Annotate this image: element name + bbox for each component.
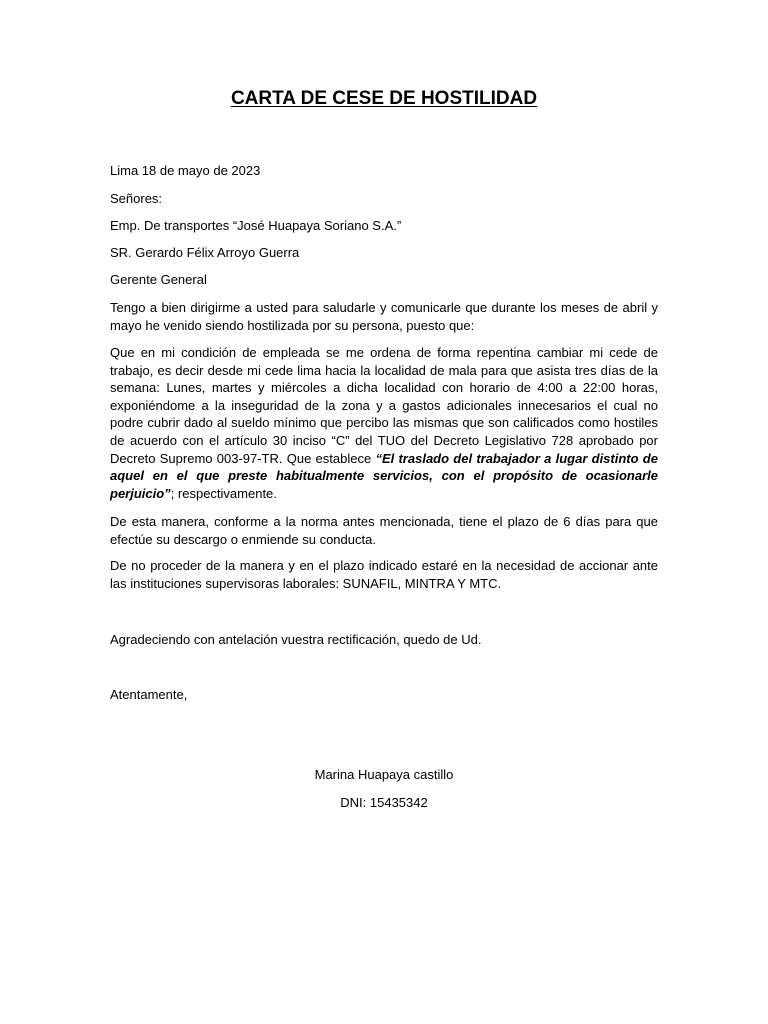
paragraph-grievance xyxy=(110,344,658,502)
recipient-role: Gerente General xyxy=(110,272,207,287)
closing-thanks: Agradeciendo con antelación vuestra rectificación, quedo de Ud. xyxy=(110,632,482,647)
date-line: Lima 18 de mayo de 2023 xyxy=(110,163,261,178)
letter-title: CARTA DE CESE DE HOSTILIDAD xyxy=(230,88,538,109)
closing: Atentamente, xyxy=(110,687,188,702)
paragraph-action xyxy=(110,557,658,592)
paragraph-deadline xyxy=(110,513,658,548)
signer-name: Marina Huapaya castillo xyxy=(314,767,454,782)
paragraph-intro xyxy=(110,299,658,334)
salutation: Señores: xyxy=(110,191,163,206)
paragraph-action-text: De no proceder de la manera y en el plazo indicado estaré en la necesidad de accionar ante las instituciones supervisoras laborales: SUNAFIL, MINTRA Y MTC. xyxy=(110,558,658,591)
legal-quote: “El traslado del trabajador a lugar distinto de aquel en el que preste habitualmente servicios, con el propósito de ocasionarle perjuicio” xyxy=(110,450,658,501)
paragraph-grievance-tail: ; respectivamente. xyxy=(170,485,277,501)
paragraph-deadline-text: De esta manera, conforme a la norma antes mencionada, tiene el plazo de 6 días para que efectúe su descargo o enmiende su conducta. xyxy=(110,514,658,547)
paragraph-grievance-text: Que en mi condición de empleada se me ordena de forma repentina cambiar mi cede de trabajo, es decir desde mi cede lima hacia la localidad de mala para que asista tres días de la semana: Lunes, martes y miércoles a dicha localidad con horario de 4:00 a 22:00 horas, exponiéndome a la inseguridad de la zona y a gastos adicionales innecesarios el cual no podre cubrir dado al sueldo mínimo que percibo las mismas que son calificados como hostiles de acuerdo con el artículo 30 inciso “C” del TUO del Decreto Legislativo 728 aprobado por Decreto Supremo 003-97-TR. Que establece xyxy=(110,345,658,466)
signer-dni: DNI: 15435342 xyxy=(340,795,428,810)
company-line: Emp. De transportes “José Huapaya Soriano S.A.” xyxy=(110,218,402,233)
paragraph-intro-text: Tengo a bien dirigirme a usted para saludarle y comunicarle que durante los meses de abril y mayo he venido siendo hostilizada por su persona, puesto que: xyxy=(110,300,658,333)
recipient-name: SR. Gerardo Félix Arroyo Guerra xyxy=(110,245,300,260)
